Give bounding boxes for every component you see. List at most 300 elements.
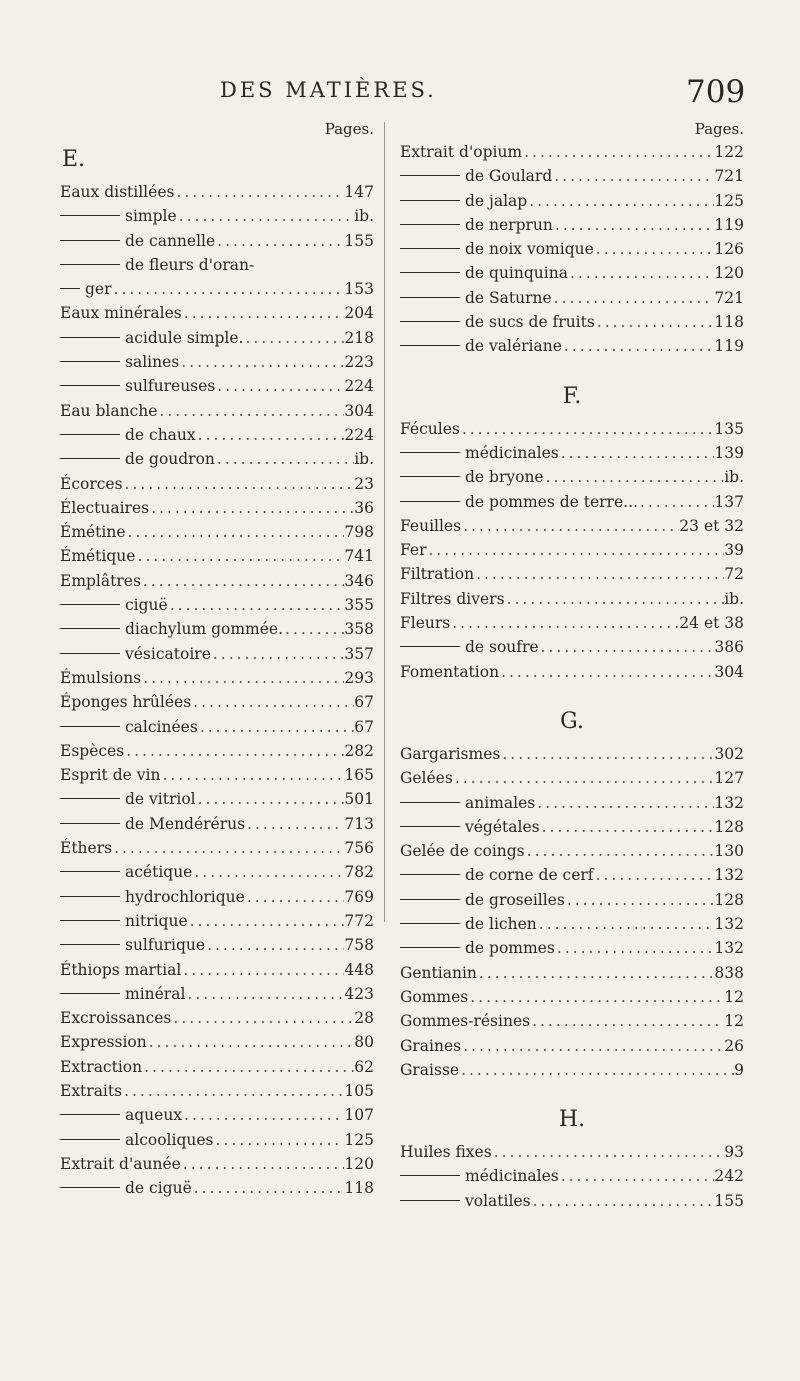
entry-page-number: 501 [344, 790, 374, 809]
dot-leader [461, 1034, 724, 1058]
entry-label: Huiles fixes [400, 1143, 492, 1162]
dot-leader [192, 860, 344, 884]
entry-label: Éthiops martial [60, 960, 182, 979]
ditto-dash [400, 501, 460, 502]
dot-leader [215, 229, 344, 253]
entry-page-number: 838 [714, 963, 744, 982]
index-section [400, 684, 744, 1082]
ditto-dash [60, 288, 80, 289]
ditto-dash [60, 385, 120, 386]
index-entry [60, 1152, 374, 1176]
entry-page-number: 26 [724, 1036, 744, 1055]
column-separator [384, 122, 385, 922]
dot-leader [453, 766, 715, 790]
entry-page-number: 153 [344, 280, 374, 299]
entry-label: Extrait d'opium [400, 143, 523, 161]
entry-page-number: 758 [344, 936, 374, 955]
dot-leader [135, 544, 344, 568]
entry-label: Graisse [400, 1060, 460, 1079]
index-entry [400, 1058, 744, 1082]
index-section [400, 1082, 744, 1213]
dot-leader [505, 587, 725, 611]
ditto-dash [60, 920, 120, 921]
index-entry [400, 213, 744, 237]
entry-page-number: 122 [714, 143, 744, 161]
entry-label: de Goulard [465, 167, 553, 186]
dot-leader [112, 836, 344, 860]
ditto-dash [60, 993, 120, 994]
ditto-dash [60, 823, 120, 824]
index-entry [400, 164, 744, 188]
entry-page-number: 67 [354, 693, 374, 712]
section-letter: H. [558, 1107, 586, 1133]
dot-leader [283, 617, 344, 641]
entry-label: Émétique [60, 547, 136, 566]
entry-page-number: 137 [714, 492, 744, 511]
entry-page-number: 72 [724, 565, 744, 584]
entry-label: Éponges hrûlées [60, 693, 192, 712]
ditto-dash [60, 458, 120, 459]
dot-leader [450, 611, 679, 635]
dot-leader [182, 1103, 344, 1127]
entry-label: de jalap [465, 191, 528, 210]
dot-leader [461, 514, 679, 538]
ditto-dash [400, 476, 460, 477]
section-gap [400, 1082, 744, 1100]
dot-leader [638, 490, 714, 514]
index-entry [60, 642, 374, 666]
entry-page-number: 448 [344, 960, 374, 979]
entry-label: Éthers [60, 839, 113, 858]
dot-leader [196, 787, 345, 811]
dot-leader [211, 642, 345, 666]
entry-label: de noix vomique [465, 240, 594, 259]
index-entry [400, 1189, 744, 1213]
entry-page-number: 721 [714, 167, 744, 186]
dot-leader [123, 472, 355, 496]
index-entry [60, 544, 374, 568]
entry-page-number: 125 [714, 191, 744, 210]
entry-page-number: 118 [714, 313, 744, 332]
entry-page-number: 135 [714, 419, 744, 438]
index-entry [60, 812, 374, 836]
ditto-dash [60, 896, 120, 897]
ditto-dash [400, 321, 460, 322]
entry-page-number: 302 [714, 744, 744, 763]
entry-label: animales [465, 793, 536, 812]
entry-label: de soufre [465, 638, 539, 657]
index-entry [60, 399, 374, 423]
ditto-dash [400, 1175, 460, 1176]
entry-label: Filtres divers [400, 589, 505, 608]
index-entry [400, 961, 744, 985]
index-entry [400, 490, 744, 514]
index-entry [400, 863, 744, 887]
index-entry [400, 912, 744, 936]
dot-leader [499, 660, 714, 684]
entry-page-number: 346 [344, 571, 374, 590]
entry-label: Esprit de vin [60, 766, 161, 785]
dot-leader [553, 213, 715, 237]
ditto-dash [60, 1139, 120, 1140]
dot-leader [468, 985, 724, 1009]
index-entry [400, 1140, 744, 1164]
entry-label: de quinquina [465, 264, 568, 283]
dot-leader [460, 417, 715, 441]
dot-leader [205, 933, 344, 957]
index-entry [60, 885, 374, 909]
index-entry [400, 189, 744, 213]
index-entry [60, 1176, 374, 1200]
entry-page-number: 355 [344, 596, 374, 615]
dot-leader [196, 423, 345, 447]
entry-label: alcooliques [125, 1130, 214, 1149]
section-gap [400, 684, 744, 702]
entry-page-number: 282 [344, 741, 374, 760]
index-entry [60, 496, 374, 520]
index-entry [400, 839, 744, 863]
dot-leader [157, 399, 344, 423]
ditto-dash [60, 240, 120, 241]
entry-label: Extraction [60, 1057, 143, 1076]
entry-page-number: 165 [344, 766, 374, 785]
entry-label: Fomentation [400, 662, 500, 681]
index-entry [60, 326, 374, 350]
index-entry [400, 334, 744, 358]
entry-label: nitrique [125, 911, 188, 930]
ditto-dash [400, 272, 460, 273]
page-header [0, 74, 800, 118]
dot-leader [552, 286, 715, 310]
entry-label: Émétine [60, 523, 126, 542]
entry-label: ciguë [125, 596, 168, 615]
entry-page-number: 119 [714, 215, 744, 234]
page-number: 709 [686, 74, 746, 110]
entry-page-number: 293 [344, 668, 374, 687]
index-entry [60, 253, 374, 277]
ditto-dash [400, 923, 460, 924]
entry-page-number: 67 [354, 717, 374, 736]
ditto-dash [60, 726, 120, 727]
ditto-dash [60, 604, 120, 605]
ditto-dash [60, 215, 120, 216]
index-entry [60, 350, 374, 374]
entry-label: volatiles [465, 1191, 531, 1210]
ditto-dash [400, 947, 460, 948]
entry-label: Émulsions [60, 668, 142, 687]
dot-leader [522, 140, 714, 164]
entry-page-number: ib. [354, 450, 374, 469]
dot-leader [552, 164, 714, 188]
dot-leader [215, 447, 354, 471]
dot-leader [544, 465, 725, 489]
running-title: DES MATIÈRES. [220, 78, 437, 102]
index-entry [60, 277, 374, 301]
entry-label: aqueux [125, 1106, 183, 1125]
index-entry [400, 815, 744, 839]
entry-label: Feuilles [400, 516, 462, 535]
index-entry [60, 520, 374, 544]
entry-page-number: 132 [714, 866, 744, 885]
index-entry [60, 447, 374, 471]
entry-label: Espèces [60, 741, 125, 760]
index-entry [400, 261, 744, 285]
entry-label: Expression [60, 1033, 147, 1052]
index-entry [60, 617, 374, 641]
ditto-dash [400, 802, 460, 803]
entry-page-number: 128 [714, 817, 744, 836]
index-entry [60, 180, 374, 204]
entry-label: de corne de cerf [465, 866, 594, 885]
dot-leader [427, 538, 725, 562]
dot-leader [595, 310, 715, 334]
ditto-dash [60, 871, 120, 872]
dot-leader [112, 277, 345, 301]
entry-page-number: 304 [344, 401, 374, 420]
index-entry [60, 1079, 374, 1103]
dot-leader [565, 888, 715, 912]
pages-label: Pages. [324, 120, 374, 138]
index-entry [400, 660, 744, 684]
entry-label: Filtration [400, 565, 475, 584]
index-entry [400, 1034, 744, 1058]
dot-leader [179, 350, 344, 374]
index-entry [60, 1030, 374, 1054]
entry-label: de vitriol [125, 790, 196, 809]
entry-page-number: 130 [714, 842, 744, 861]
entry-page-number: 62 [354, 1057, 374, 1076]
entry-label: Gentianin [400, 963, 477, 982]
index-entry [60, 472, 374, 496]
dot-leader [188, 909, 345, 933]
pages-label: Pages. [694, 120, 744, 138]
ditto-dash [400, 175, 460, 176]
entry-label: Fleurs [400, 614, 451, 633]
section-letter: E. [62, 147, 86, 172]
index-entry [60, 715, 374, 739]
index-entry [400, 1164, 744, 1188]
entry-page-number: 224 [344, 377, 374, 396]
entry-page-number: 132 [714, 793, 744, 812]
index-entry [60, 739, 374, 763]
index-entry [60, 836, 374, 860]
index-entry [60, 860, 374, 884]
dot-leader [562, 334, 714, 358]
index-entry [400, 888, 744, 912]
index-entry [60, 787, 374, 811]
index-entry [400, 635, 744, 659]
dot-leader [168, 593, 345, 617]
ditto-dash [400, 1200, 460, 1201]
entry-label: de bryone [465, 468, 544, 487]
entry-page-number: 155 [714, 1191, 744, 1210]
entry-page-number: 23 [354, 474, 374, 493]
entry-page-number: 139 [714, 443, 744, 462]
index-entry [400, 562, 744, 586]
entry-label: acidule simple. [125, 328, 244, 347]
entry-page-number: 128 [714, 890, 744, 909]
ditto-dash [60, 1114, 120, 1115]
entry-label: Fer [400, 541, 427, 560]
index-entry [60, 593, 374, 617]
index-entry [60, 763, 374, 787]
ditto-dash [60, 337, 120, 338]
entry-label: de Saturne [465, 288, 552, 307]
index-entry [400, 1009, 744, 1033]
index-entries [60, 180, 374, 1200]
dot-leader [531, 1189, 715, 1213]
entry-page-number: 386 [714, 638, 744, 657]
dot-leader [198, 715, 354, 739]
entry-label: de nerprun [465, 215, 553, 234]
index-entry [400, 766, 744, 790]
entry-label: de chaux [125, 425, 196, 444]
dot-leader [147, 1030, 355, 1054]
entry-label: Gelées [400, 769, 453, 788]
ditto-dash [400, 874, 460, 875]
entry-page-number: 105 [344, 1081, 374, 1100]
dot-leader [142, 1055, 354, 1079]
entry-label: de valériane [465, 337, 562, 356]
dot-leader [126, 520, 345, 544]
index-entry [400, 441, 744, 465]
entry-page-number: 28 [354, 1009, 374, 1028]
entry-label: de fleurs d'oran- [125, 255, 255, 274]
entry-page-number: ib. [724, 468, 744, 487]
entry-label: Excroissances [60, 1009, 172, 1028]
entry-page-number: 357 [344, 644, 374, 663]
section-gap [400, 359, 744, 377]
entry-page-number: 741 [344, 547, 374, 566]
index-entry [60, 374, 374, 398]
entry-page-number: 107 [344, 1106, 374, 1125]
ditto-dash [400, 248, 460, 249]
ditto-dash [400, 452, 460, 453]
index-entry [60, 982, 374, 1006]
dot-leader [594, 237, 715, 261]
dot-leader [149, 496, 354, 520]
entry-page-number: 132 [714, 915, 744, 934]
ditto-dash [60, 628, 120, 629]
entry-page-number: 93 [724, 1143, 744, 1162]
entry-label: Extrait d'aunée [60, 1154, 181, 1173]
dot-leader [535, 791, 714, 815]
index-entry [60, 666, 374, 690]
ditto-dash [60, 434, 120, 435]
entry-label: simple [125, 207, 177, 226]
entry-page-number: 126 [714, 240, 744, 259]
ditto-dash [400, 646, 460, 647]
section-letter: F. [562, 383, 582, 409]
entry-label: calcinées [125, 717, 198, 736]
index-entry [400, 985, 744, 1009]
entry-label: sulfureuses [125, 377, 216, 396]
entry-page-number: 12 [724, 987, 744, 1006]
dot-leader [174, 180, 344, 204]
dot-leader [185, 982, 344, 1006]
entry-page-number: 127 [714, 769, 744, 788]
entry-page-number: 36 [354, 498, 374, 517]
index-entry [60, 690, 374, 714]
dot-leader [530, 1009, 724, 1033]
entry-label: Extraits [60, 1081, 123, 1100]
entry-page-number: 769 [344, 887, 374, 906]
entry-label: de pommes [465, 939, 555, 958]
index-entry [60, 909, 374, 933]
entry-label: Graines [400, 1036, 462, 1055]
ditto-dash [400, 200, 460, 201]
ditto-dash [400, 826, 460, 827]
entry-page-number: 223 [344, 353, 374, 372]
dot-leader [141, 569, 345, 593]
dot-leader [245, 812, 344, 836]
entry-page-number: 9 [734, 1060, 744, 1079]
entry-page-number: 120 [344, 1154, 374, 1173]
dot-leader [459, 1058, 734, 1082]
entry-label: Eau blanche [60, 401, 158, 420]
entry-page-number: 155 [344, 231, 374, 250]
dot-leader [474, 562, 724, 586]
index-entry [60, 1055, 374, 1079]
index-entry [400, 742, 744, 766]
index-entry [400, 514, 744, 538]
entry-page-number: 423 [344, 984, 374, 1003]
dot-leader [192, 1176, 345, 1200]
dot-leader [539, 635, 715, 659]
entry-label: Eaux distillées [60, 183, 175, 201]
entry-page-number: 218 [344, 328, 374, 347]
index-entry [60, 204, 374, 228]
dot-leader [525, 839, 715, 863]
entry-label: hydrochlorique [125, 887, 245, 906]
section-letter: G. [560, 708, 584, 734]
entry-label: de sucs de fruits [465, 313, 595, 332]
ditto-dash [400, 224, 460, 225]
dot-leader [500, 742, 714, 766]
dot-leader [214, 1128, 345, 1152]
entry-page-number: 24 et 38 [679, 614, 744, 633]
entry-page-number: 120 [714, 264, 744, 283]
entry-page-number: 713 [344, 814, 374, 833]
dot-leader [477, 961, 715, 985]
entry-page-number: 204 [344, 304, 374, 323]
entry-label: végétales [465, 817, 540, 836]
index-entry [400, 538, 744, 562]
entry-page-number: 721 [714, 288, 744, 307]
entry-label: médicinales [465, 443, 559, 462]
dot-leader [492, 1140, 725, 1164]
left-column [60, 118, 374, 1200]
dot-leader [540, 815, 715, 839]
entry-label: Écorces [60, 474, 123, 493]
dot-leader [559, 441, 715, 465]
index-entry [60, 933, 374, 957]
entry-label: minéral [125, 984, 186, 1003]
dot-leader [594, 863, 715, 887]
index-entry [60, 301, 374, 325]
entry-label: Gelée de coings [400, 842, 525, 861]
dot-leader [537, 912, 715, 936]
entry-page-number: 304 [714, 662, 744, 681]
entry-page-number: 119 [714, 337, 744, 356]
entry-label: de goudron [125, 450, 215, 469]
ditto-dash [60, 944, 120, 945]
entry-label: de lichen [465, 915, 537, 934]
dot-leader [243, 326, 344, 350]
ditto-dash [60, 361, 120, 362]
ditto-dash [60, 264, 120, 265]
ditto-dash [60, 798, 120, 799]
